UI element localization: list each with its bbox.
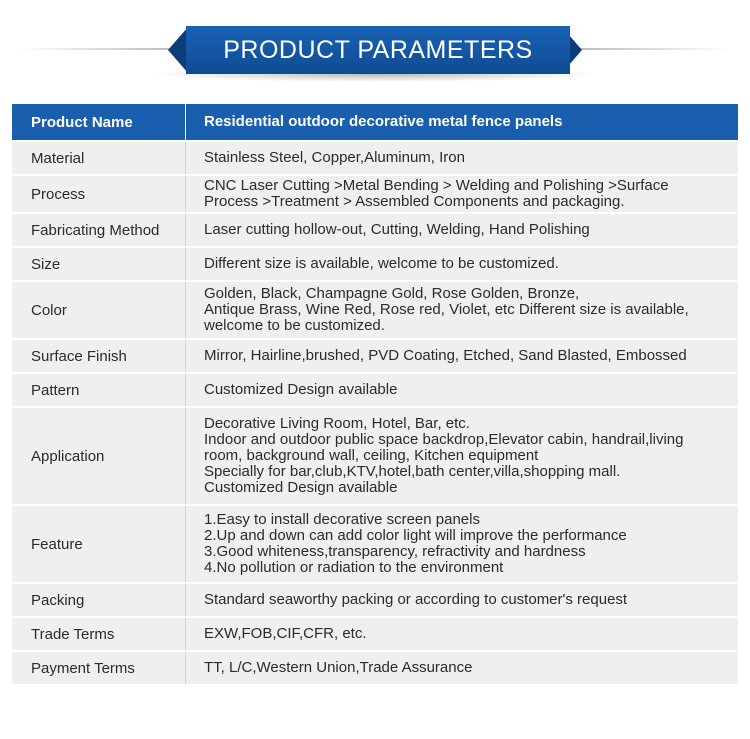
table-row: [12, 214, 738, 248]
table-row: [12, 584, 738, 618]
banner-line-left: [18, 48, 188, 50]
row-value: [186, 142, 738, 174]
table-row: [12, 408, 738, 506]
parameters-table: [12, 104, 738, 686]
table-row: [12, 340, 738, 374]
row-value-line: Golden, Black, Champagne Gold, Rose Golden, Bronze,: [204, 285, 580, 302]
table-header-row: [12, 104, 738, 142]
row-value: [186, 176, 738, 212]
row-label: Payment Terms: [12, 652, 186, 684]
row-value-line: room, background wall, ceiling, Kitchen equipment: [204, 447, 539, 464]
row-label: Size: [12, 248, 186, 280]
row-value-line: Different size is available, welcome to be customized.: [204, 255, 559, 272]
table-row: [12, 618, 738, 652]
table-row: [12, 506, 738, 584]
row-value: [186, 506, 738, 582]
row-value-line: Decorative Living Room, Hotel, Bar, etc.: [204, 415, 470, 432]
row-value-line: Laser cutting hollow-out, Cutting, Welding, Hand Polishing: [204, 221, 590, 238]
header-label: Product Name: [12, 104, 186, 140]
row-label: Trade Terms: [12, 618, 186, 650]
row-label: Application: [12, 408, 186, 504]
row-value-line: 1.Easy to install decorative screen panels: [204, 511, 480, 528]
row-value: [186, 282, 738, 338]
page-title: PRODUCT PARAMETERS: [223, 35, 533, 64]
row-label: Fabricating Method: [12, 214, 186, 246]
row-label: Pattern: [12, 374, 186, 406]
row-label: Material: [12, 142, 186, 174]
row-value: [186, 408, 738, 504]
table-row: [12, 176, 738, 214]
row-value-line: Customized Design available: [204, 381, 398, 398]
row-value: [186, 214, 738, 246]
table-row: [12, 282, 738, 340]
row-label: Feature: [12, 506, 186, 582]
row-label: Packing: [12, 584, 186, 616]
row-value-line: EXW,FOB,CIF,CFR, etc.: [204, 625, 367, 642]
banner-line-right: [562, 48, 732, 50]
row-value-line: Customized Design available: [204, 479, 398, 496]
row-value-line: Specially for bar,club,KTV,hotel,bath center,villa,shopping mall.: [204, 463, 621, 480]
header-value: Residential outdoor decorative metal fence panels: [186, 104, 738, 140]
banner: [0, 0, 750, 100]
row-value-line: 2.Up and down can add color light will improve the performance: [204, 527, 627, 544]
row-label: Surface Finish: [12, 340, 186, 372]
row-value-line: CNC Laser Cutting >Metal Bending > Welding and Polishing >Surface: [204, 177, 669, 194]
row-value: [186, 618, 738, 650]
table-row: [12, 248, 738, 282]
row-value-line: Mirror, Hairline,brushed, PVD Coating, Etched, Sand Blasted, Embossed: [204, 347, 687, 364]
row-value-line: TT, L/C,Western Union,Trade Assurance: [204, 659, 473, 676]
row-value: [186, 340, 738, 372]
table-row: [12, 142, 738, 176]
row-value-line: Indoor and outdoor public space backdrop,Elevator cabin, handrail,living: [204, 431, 684, 448]
row-value: [186, 652, 738, 684]
row-value: [186, 584, 738, 616]
row-value-line: 3.Good whiteness,transparency, refractivity and hardness: [204, 543, 586, 560]
table-body: [12, 142, 738, 686]
row-value: [186, 374, 738, 406]
table-row: [12, 652, 738, 686]
row-value-line: Process >Treatment > Assembled Components and packaging.: [204, 193, 625, 210]
row-value-line: welcome to be customized.: [204, 317, 385, 334]
table-row: [12, 374, 738, 408]
row-value: [186, 248, 738, 280]
row-value-line: Antique Brass, Wine Red, Rose red, Violet, etc Different size is available,: [204, 301, 689, 318]
row-label: Color: [12, 282, 186, 338]
row-value-line: Stainless Steel, Copper,Aluminum, Iron: [204, 149, 465, 166]
row-value-line: Standard seaworthy packing or according to customer's request: [204, 591, 628, 608]
banner-ribbon: [186, 26, 570, 74]
row-label: Process: [12, 176, 186, 212]
row-value-line: 4.No pollution or radiation to the environment: [204, 559, 504, 576]
